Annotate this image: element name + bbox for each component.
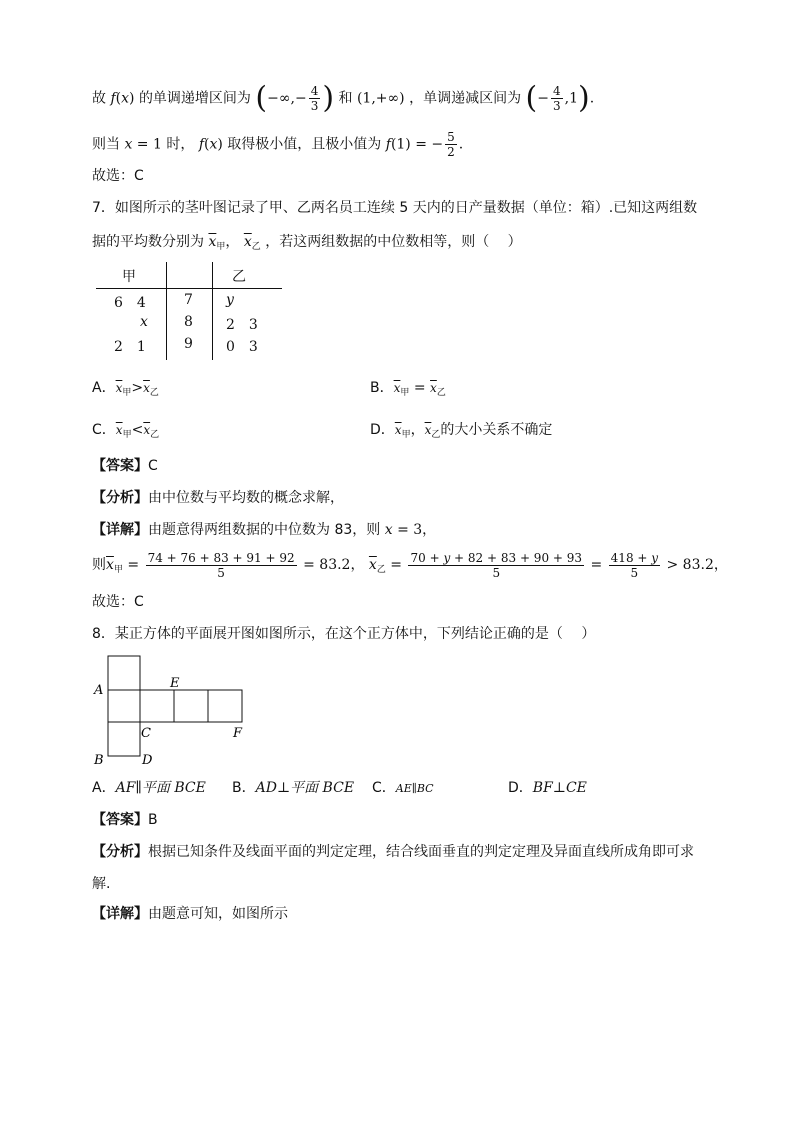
label-e: E <box>170 676 180 691</box>
analysis-tag: 【分析】 <box>92 490 148 506</box>
net-square <box>208 690 242 722</box>
analysis-tag: 【分析】 <box>92 844 148 860</box>
answer-tag: 【答案】 <box>92 812 148 828</box>
q8-answer: 【答案】B <box>92 812 158 828</box>
q7-answer: 【答案】C <box>92 458 158 474</box>
header-jia: 甲 <box>122 269 136 285</box>
answer-tag: 【答案】 <box>92 458 148 474</box>
leaf-left-row2: x <box>140 314 148 330</box>
q8-analysis-line1: 【分析】根据已知条件及线面平面的判定定理，结合线面垂直的判定定理及异面直线所成角即可求 <box>92 844 694 860</box>
leaf-left-row3: 2 1 <box>114 339 146 355</box>
q8-option-d[interactable]: D．BF⊥CE <box>508 780 587 796</box>
q8-analysis-line2: 解. <box>92 876 111 892</box>
header-yi: 乙 <box>232 269 246 285</box>
label-a: A <box>94 683 104 698</box>
stem-leaf-plot <box>96 262 286 362</box>
q7-option-b[interactable]: B．$\overline{x}_甲 = \overline{x}_乙$ <box>370 380 446 398</box>
q8-detail: 【详解】由题意可知，如图所示 <box>92 906 288 922</box>
q7-option-a[interactable]: A．$\overline{x}_甲>\overline{x}_乙$ <box>92 380 159 398</box>
stem-row1: 7 <box>184 292 193 308</box>
leaf-right-row3: 0 3 <box>226 339 258 355</box>
stem-row3: 9 <box>184 336 193 352</box>
q7-option-d[interactable]: D．$\overline{x}_甲$，$\overline{x}_乙$的大小关系不确定 <box>370 422 553 440</box>
q7-detail: 【详解】由题意得两组数据的中位数为 83，则 x = 3， <box>92 522 437 538</box>
net-square <box>108 722 140 756</box>
q7-mean-calc: 则$\overline{x}_甲$ = $\frac{74 + 76 + 83 + 91 + 92}{5}$ = 83.2， $\overline{x}_乙$ = $\frac{70 + y + 82 + 83 + 90 + 93}{5}$ = $\frac{418 + y}{5}$ > 83.2， <box>92 550 728 580</box>
label-b: B <box>94 753 104 768</box>
q7-option-c[interactable]: C．$\overline{x}_甲<\overline{x}_乙$ <box>92 422 160 440</box>
q7-conclusion: 故选：C <box>92 594 144 610</box>
label-d: D <box>142 753 153 768</box>
q6-answer: 故选：C <box>92 168 144 184</box>
q7-stem-line1: 7．如图所示的茎叶图记录了甲、乙两名员工连续 5 天内的日产量数据（单位：箱）.已知这两组数 <box>92 200 698 216</box>
leaf-left-row1: 6 4 <box>114 295 146 311</box>
label-c: C <box>141 726 151 741</box>
net-square <box>140 690 174 722</box>
q7-analysis: 【分析】由中位数与平均数的概念求解， <box>92 490 344 506</box>
table-header-rule <box>96 288 282 289</box>
cube-net-figure <box>90 654 260 770</box>
detail-tag: 【详解】 <box>92 522 148 538</box>
q7-stem-line2: 据的平均数分别为 $\overline{x}_甲$， $\overline{x}_乙$ ，若这两组数据的中位数相等，则（ ） <box>92 234 522 252</box>
net-square <box>108 690 140 722</box>
leaf-right-row1: y <box>226 292 234 308</box>
table-divider-right <box>212 262 213 360</box>
stem-row2: 8 <box>184 314 193 330</box>
q8-option-b[interactable]: B．AD⊥平面 BCE <box>232 780 355 796</box>
leaf-right-row2: 2 3 <box>226 317 258 333</box>
label-f: F <box>233 726 243 741</box>
net-square <box>108 656 140 690</box>
q8-option-c[interactable]: C．AE∥BC <box>372 780 434 796</box>
q8-option-a[interactable]: A．AF∥平面 BCE <box>92 780 206 796</box>
detail-tag: 【详解】 <box>92 906 148 922</box>
net-square <box>174 690 208 722</box>
table-divider-left <box>166 262 167 360</box>
q6-monotonic-line: 故 f(x) 的单调递增区间为 (−∞,− $\frac{4}{3}$ ) 和 (1,+∞) ，单调递减区间为 (− $\frac{4}{3}$ ,1). <box>92 80 595 116</box>
q6-extremum-line: 则当 x = 1 时， f(x) 取得极小值，且极小值为 f(1) = − $\frac{5}{2}$ . <box>92 130 464 159</box>
q8-stem: 8．某正方体的平面展开图如图所示，在这个正方体中，下列结论正确的是（ ） <box>92 626 596 642</box>
